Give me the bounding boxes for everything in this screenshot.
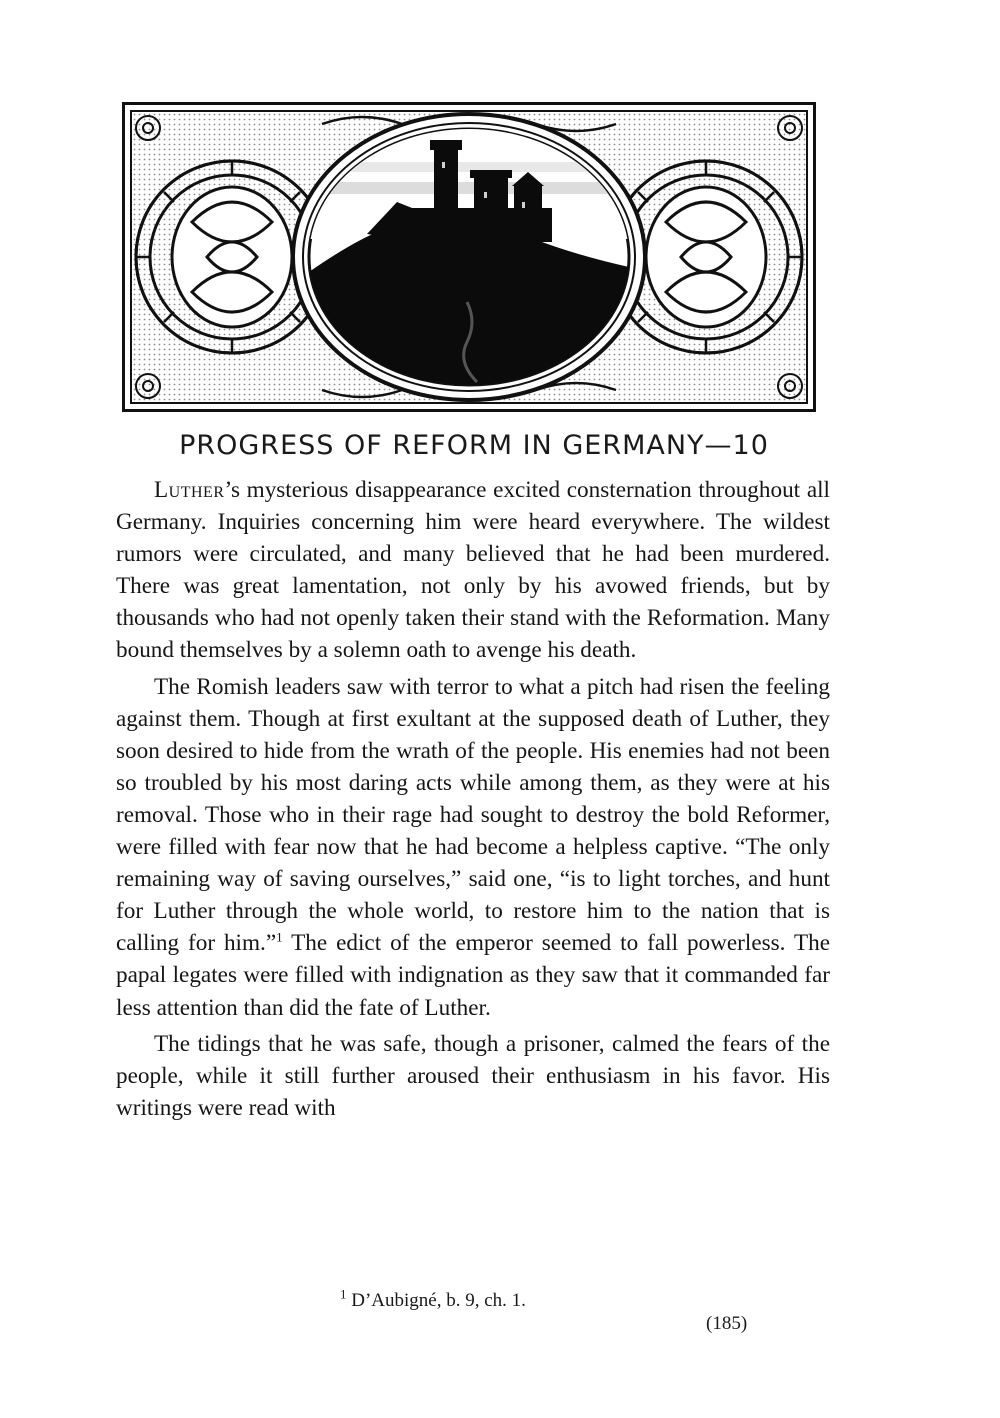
footnote-text: D’Aubigné, b. 9, ch. 1. (346, 1290, 526, 1311)
footnote (340, 1286, 526, 1312)
paragraph-2-text-continued: The edict of the emperor seemed to fall powerless. The papal legates were filled with indignation as they saw that it commanded far less attention than did the fate of Luther. (116, 930, 831, 1021)
header-illustration (122, 102, 816, 412)
chapter-body (116, 474, 830, 1128)
paragraph-3 (116, 1028, 830, 1124)
paragraph-1-text: ’s mysterious disappearance excited consternation throughout all Germany. Inquiries concerning him were heard everywhere. The wildest rumors were circulated, and many believed that he had been murdered. There was great lamentation, not only by his avowed friends, but by thousands who had not openly taken their stand with the Reformation. Many bound themselves by a solemn oath to avenge his death. (116, 477, 830, 664)
paragraph-2-text: The Romish leaders saw with terror to what a pitch had risen the feeling against them. Though at first exultant at the supposed death of Luther, they soon desired to hide from the wrath of the people. His enemies had not been so troubled by his most daring acts while among them, as they were at his removal. Those who in their rage had sought to destroy the bold Reformer, were filled with fear now that he had become a helpless captive. “The only remaining way of saving ourselves,” said one, “is to light torches, and hunt for Luther through the whole world, to restore him to the nation that is calling for him.” (116, 673, 830, 957)
chapter-title: PROGRESS OF REFORM IN GERMANY—10 (179, 430, 769, 461)
paragraph-3-text: The tidings that he was safe, though a prisoner, calmed the fears of the people, while it still further aroused their enthusiasm in his favor. His writings were read with (116, 1030, 830, 1121)
paragraph-2 (116, 671, 830, 1024)
footnote-reference: 1 (276, 929, 283, 945)
lead-word: Luther (154, 477, 225, 503)
page-number: (185) (706, 1313, 748, 1334)
paragraph-1 (116, 474, 830, 667)
footnote-marker: 1 (340, 1286, 347, 1302)
castle-vignette-icon (122, 102, 816, 412)
